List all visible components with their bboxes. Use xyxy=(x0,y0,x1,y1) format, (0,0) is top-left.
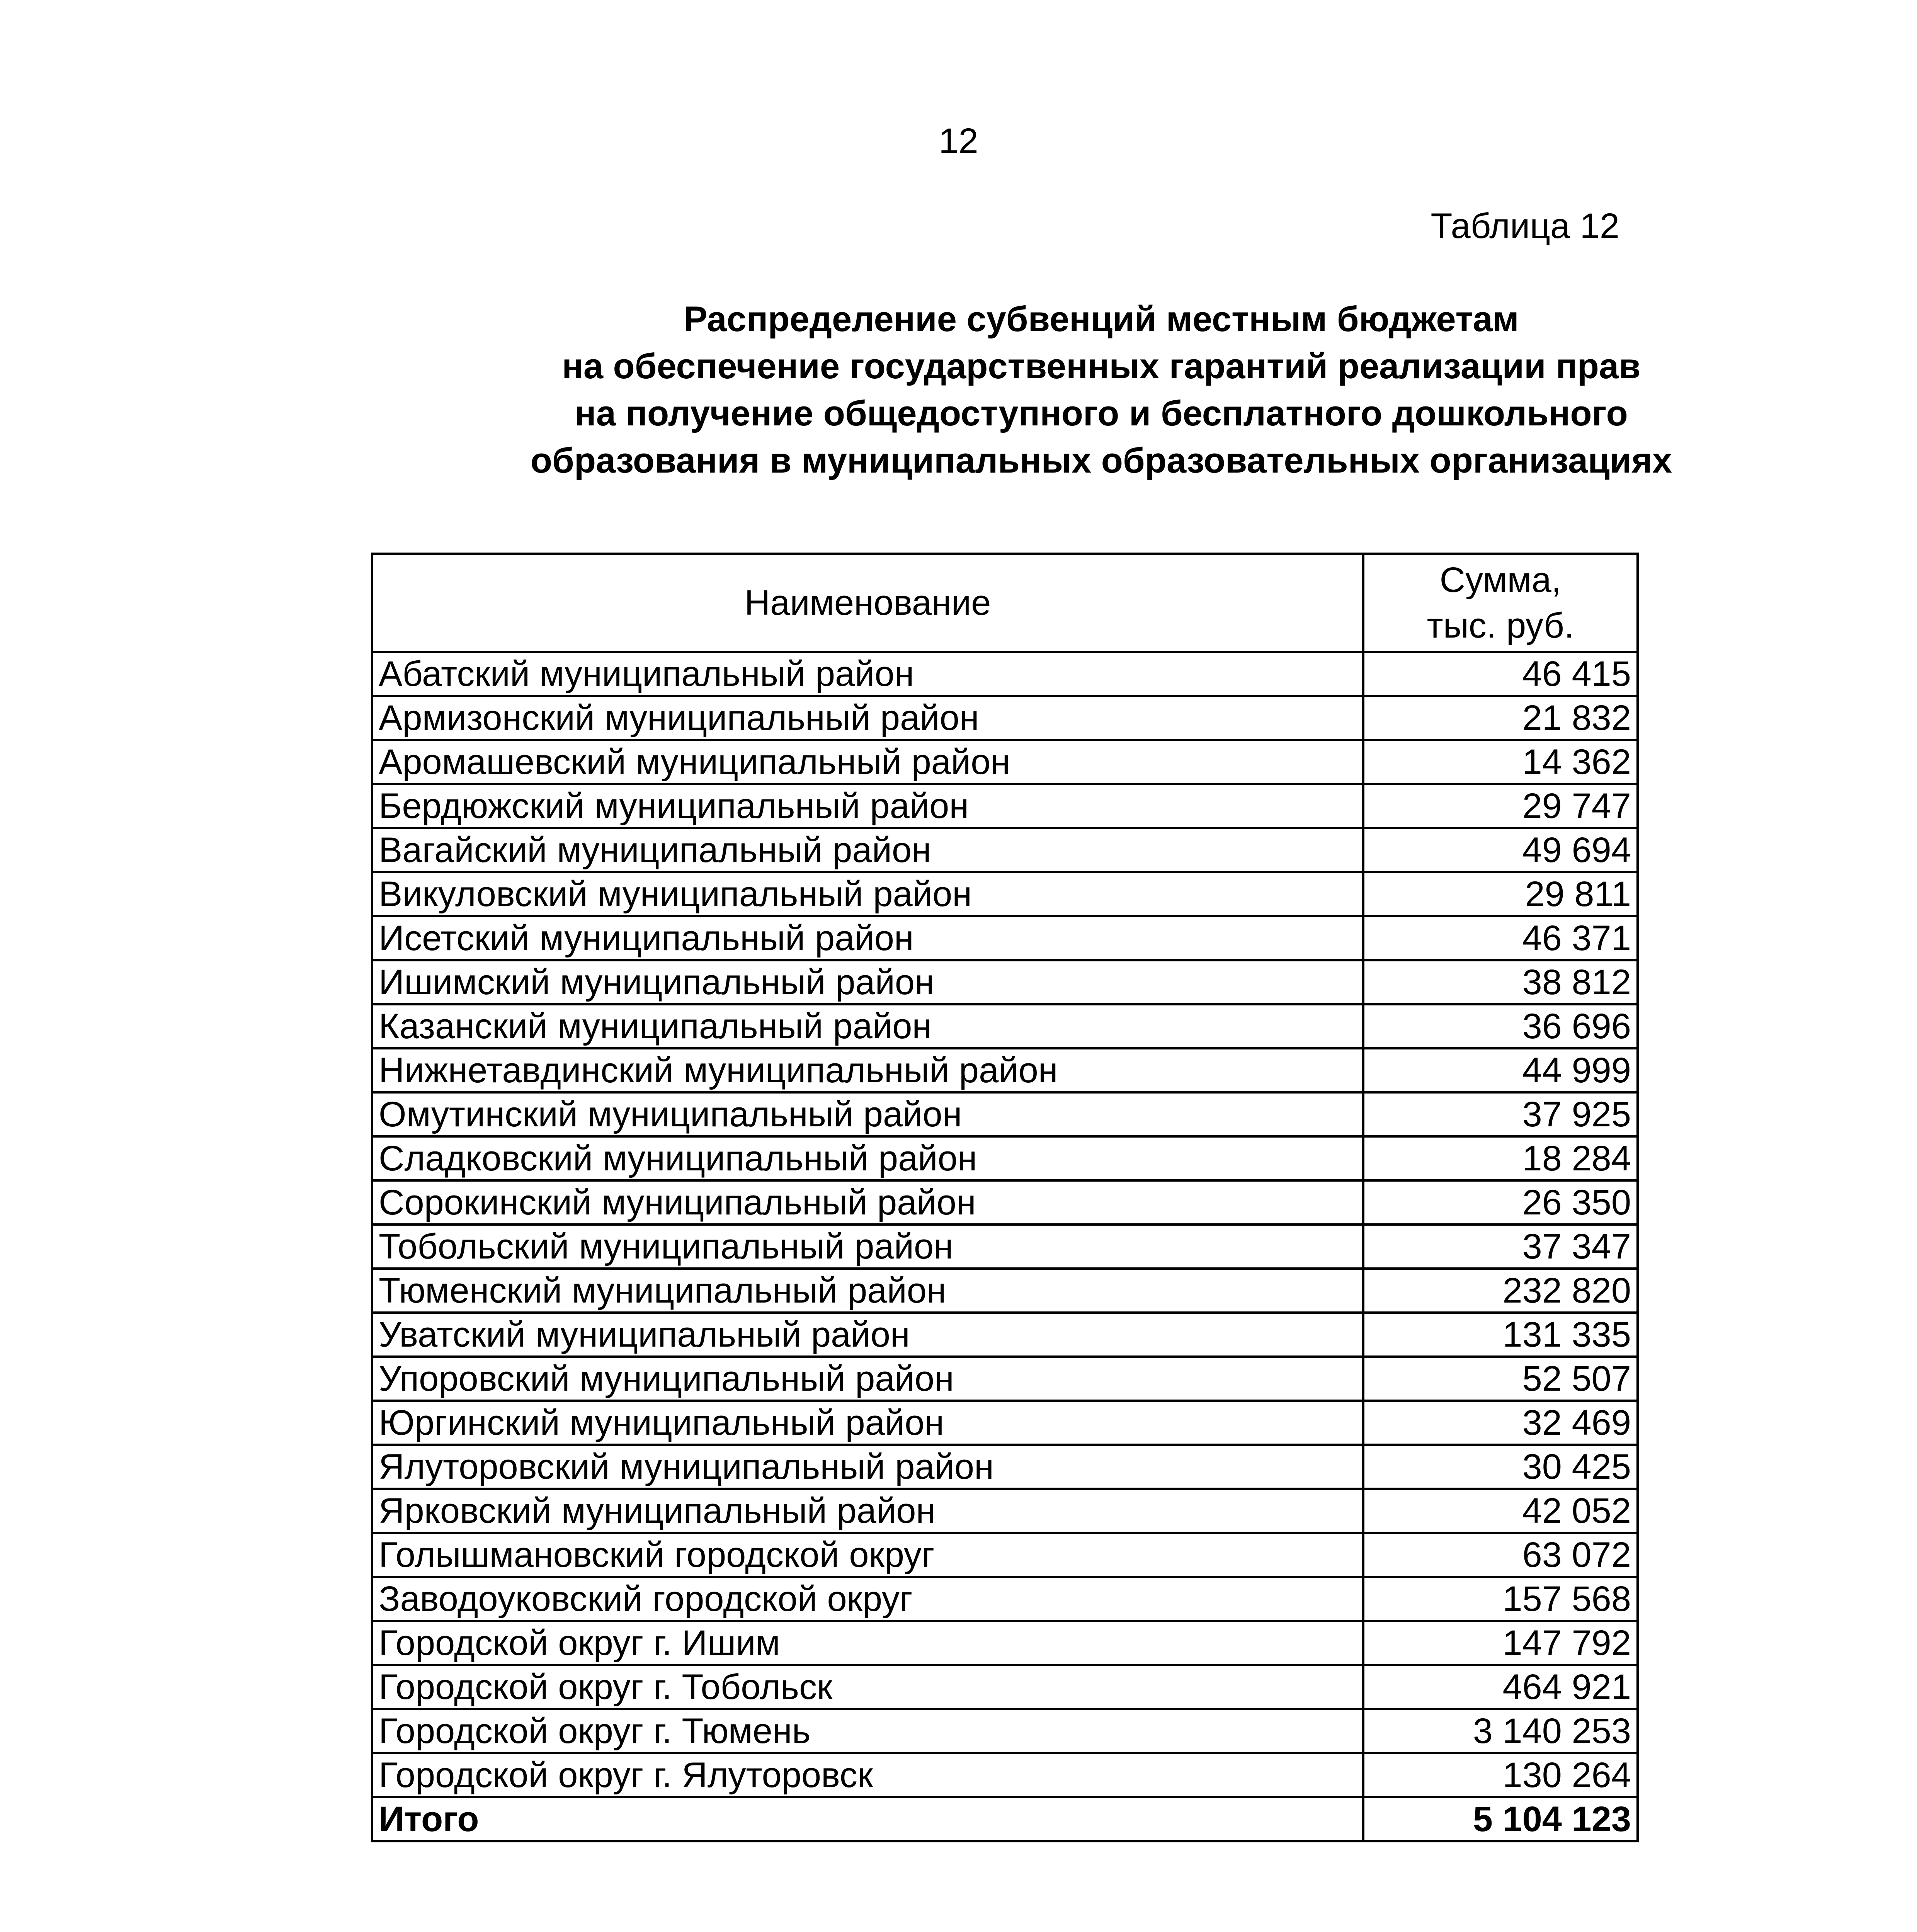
table-row xyxy=(372,1269,1638,1313)
title-line: образования в муниципальных образовательных организациях xyxy=(530,441,1672,480)
row-sum: 29 747 xyxy=(1363,784,1638,828)
row-sum: 26 350 xyxy=(1363,1180,1638,1225)
table-body xyxy=(372,652,1638,1841)
row-name: Юргинский муниципальный район xyxy=(372,1401,1363,1445)
row-sum: 157 568 xyxy=(1363,1577,1638,1621)
table-row xyxy=(372,1401,1638,1445)
table-header-row xyxy=(372,554,1638,652)
row-name: Ярковский муниципальный район xyxy=(372,1489,1363,1533)
row-sum: 36 696 xyxy=(1363,1004,1638,1048)
table-row xyxy=(372,960,1638,1004)
row-sum: 130 264 xyxy=(1363,1753,1638,1797)
row-sum: 147 792 xyxy=(1363,1621,1638,1665)
table-row xyxy=(372,696,1638,740)
table-row xyxy=(372,828,1638,872)
row-name: Омутинский муниципальный район xyxy=(372,1092,1363,1136)
title-line: на обеспечение государственных гарантий реализации прав xyxy=(562,347,1641,386)
row-name: Вагайский муниципальный район xyxy=(372,828,1363,872)
table-label: Таблица 12 xyxy=(1431,206,1619,246)
row-sum: 29 811 xyxy=(1363,872,1638,916)
row-sum: 49 694 xyxy=(1363,828,1638,872)
row-name: Нижнетавдинский муниципальный район xyxy=(372,1048,1363,1092)
table-row xyxy=(372,1709,1638,1753)
row-sum: 464 921 xyxy=(1363,1665,1638,1709)
table-row xyxy=(372,916,1638,960)
table-row xyxy=(372,1665,1638,1709)
table-row xyxy=(372,652,1638,696)
header-sum xyxy=(1363,554,1638,652)
row-sum: 131 335 xyxy=(1363,1313,1638,1357)
row-name: Ишимский муниципальный район xyxy=(372,960,1363,1004)
row-name: Городской округ г. Тюмень xyxy=(372,1709,1363,1753)
row-sum: 30 425 xyxy=(1363,1445,1638,1489)
row-sum: 42 052 xyxy=(1363,1489,1638,1533)
table-row xyxy=(372,1577,1638,1621)
row-sum: 32 469 xyxy=(1363,1401,1638,1445)
row-name: Исетский муниципальный район xyxy=(372,916,1363,960)
table-row xyxy=(372,1313,1638,1357)
row-sum: 46 415 xyxy=(1363,652,1638,696)
row-sum: 37 347 xyxy=(1363,1225,1638,1269)
row-name: Сладковский муниципальный район xyxy=(372,1136,1363,1180)
header-name: Наименование xyxy=(372,554,1363,652)
row-name: Городской округ г. Тобольск xyxy=(372,1665,1363,1709)
table-row xyxy=(372,1225,1638,1269)
table-row xyxy=(372,1489,1638,1533)
page-number: 12 xyxy=(939,121,978,161)
document-title xyxy=(348,296,1855,484)
title-line: на получение общедоступного и бесплатного дошкольного xyxy=(575,394,1628,433)
row-name: Тобольский муниципальный район xyxy=(372,1225,1363,1269)
total-row xyxy=(372,1797,1638,1841)
row-sum: 44 999 xyxy=(1363,1048,1638,1092)
row-name: Голышмановский городской округ xyxy=(372,1533,1363,1577)
total-value: 5 104 123 xyxy=(1363,1797,1638,1841)
row-name: Сорокинский муниципальный район xyxy=(372,1180,1363,1225)
row-name: Городской округ г. Ишим xyxy=(372,1621,1363,1665)
row-name: Упоровский муниципальный район xyxy=(372,1357,1363,1401)
row-name: Тюменский муниципальный район xyxy=(372,1269,1363,1313)
table-row xyxy=(372,740,1638,784)
row-name: Заводоуковский городской округ xyxy=(372,1577,1363,1621)
header-sum-unit: тыс. руб. xyxy=(1427,606,1574,645)
row-sum: 21 832 xyxy=(1363,696,1638,740)
total-label: Итого xyxy=(372,1797,1363,1841)
table-row xyxy=(372,1753,1638,1797)
row-name: Уватский муниципальный район xyxy=(372,1313,1363,1357)
table-row xyxy=(372,1621,1638,1665)
table-row xyxy=(372,1136,1638,1180)
row-sum: 232 820 xyxy=(1363,1269,1638,1313)
row-sum: 46 371 xyxy=(1363,916,1638,960)
row-sum: 14 362 xyxy=(1363,740,1638,784)
table-row xyxy=(372,1180,1638,1225)
row-name: Абатский муниципальный район xyxy=(372,652,1363,696)
row-name: Бердюжский муниципальный район xyxy=(372,784,1363,828)
row-name: Аромашевский муниципальный район xyxy=(372,740,1363,784)
row-name: Казанский муниципальный район xyxy=(372,1004,1363,1048)
row-sum: 18 284 xyxy=(1363,1136,1638,1180)
table-row xyxy=(372,1357,1638,1401)
table-row xyxy=(372,1092,1638,1136)
table-row xyxy=(372,1533,1638,1577)
row-sum: 52 507 xyxy=(1363,1357,1638,1401)
row-name: Викуловский муниципальный район xyxy=(372,872,1363,916)
row-sum: 63 072 xyxy=(1363,1533,1638,1577)
header-sum-line: Сумма, xyxy=(1439,560,1561,600)
title-line: Распределение субвенций местным бюджетам xyxy=(684,299,1519,339)
row-sum: 37 925 xyxy=(1363,1092,1638,1136)
table-row xyxy=(372,1048,1638,1092)
subventions-table xyxy=(371,553,1639,1842)
row-sum: 3 140 253 xyxy=(1363,1709,1638,1753)
table-row xyxy=(372,1004,1638,1048)
table-row xyxy=(372,872,1638,916)
row-name: Ялуторовский муниципальный район xyxy=(372,1445,1363,1489)
row-name: Городской округ г. Ялуторовск xyxy=(372,1753,1363,1797)
table-row xyxy=(372,1445,1638,1489)
row-name: Армизонский муниципальный район xyxy=(372,696,1363,740)
table-row xyxy=(372,784,1638,828)
row-sum: 38 812 xyxy=(1363,960,1638,1004)
